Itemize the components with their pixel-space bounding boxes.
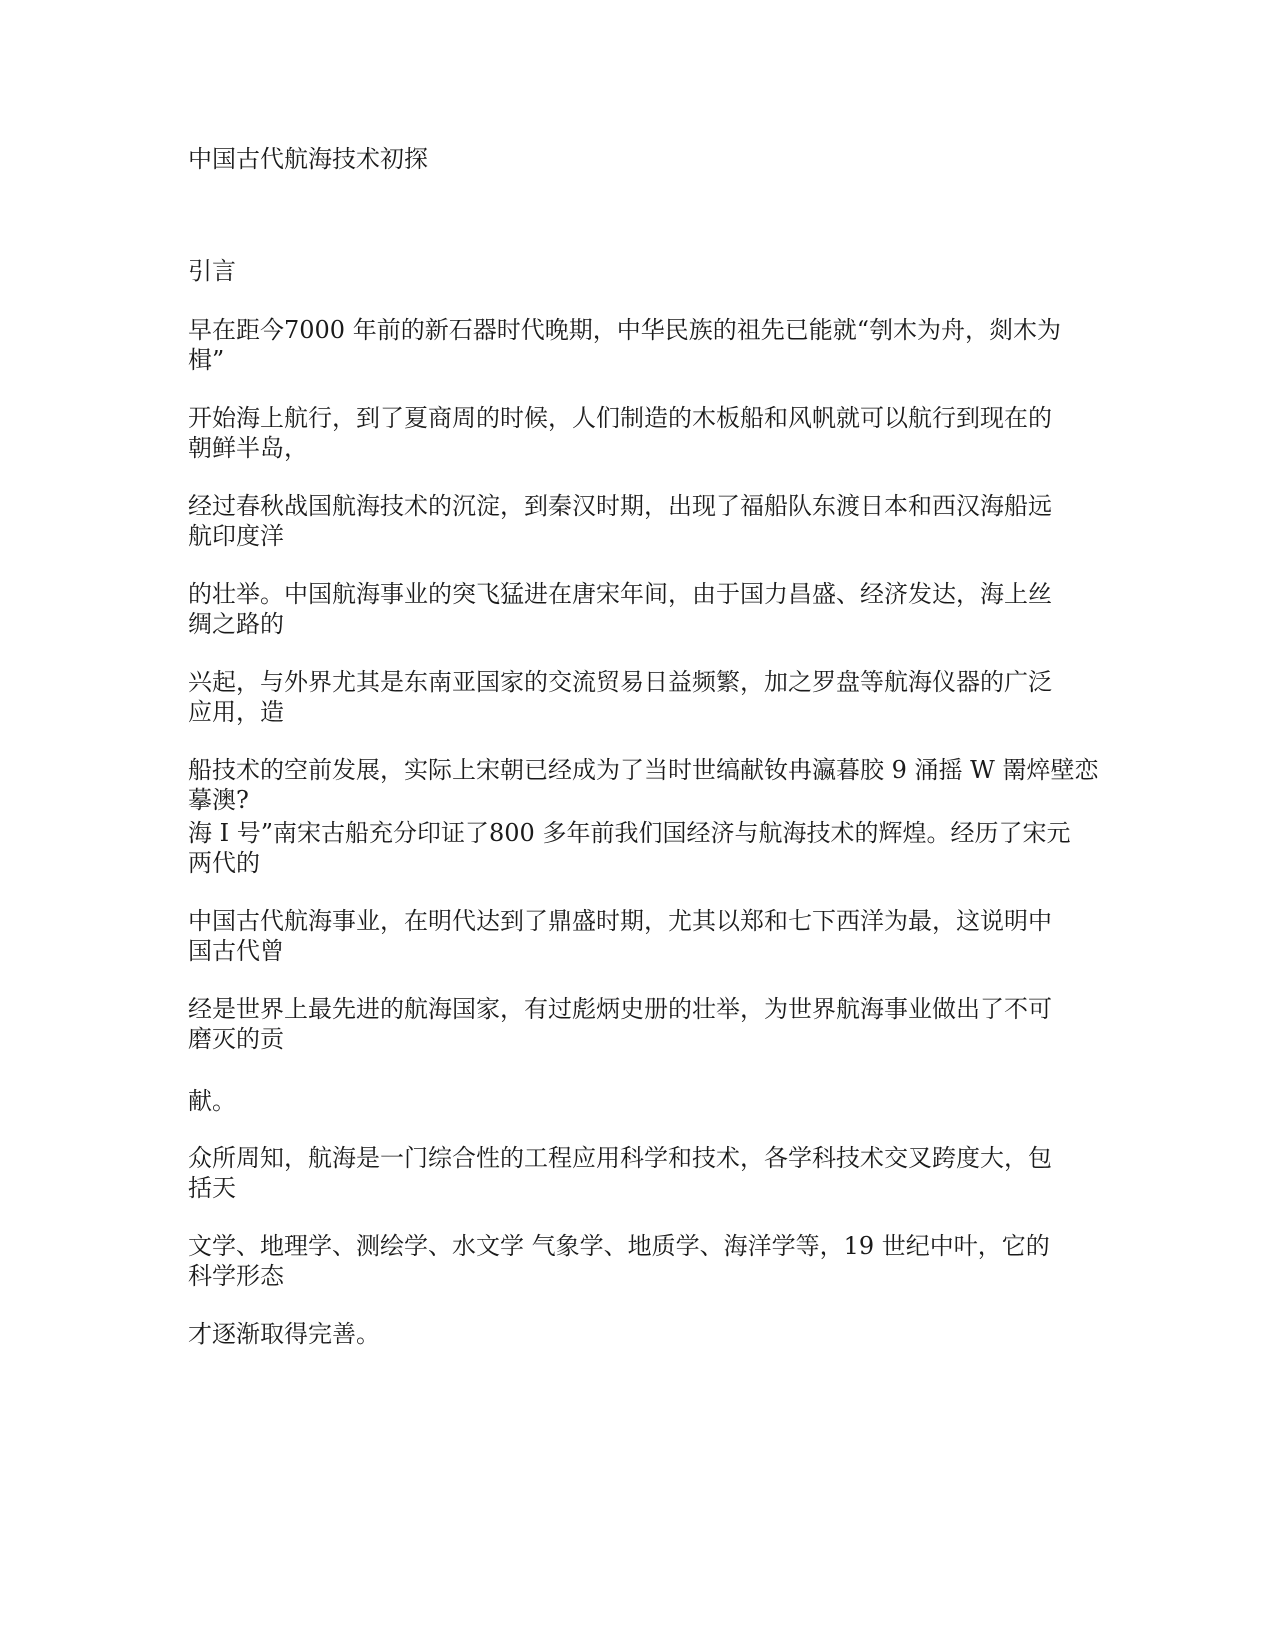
text-line: 应用，造: [188, 698, 284, 726]
text-line: 海 I 号”南宋古船充分印证了800 多年前我们国经济与航海技术的辉煌。经历了宋元: [188, 819, 1071, 847]
text-line: 献。: [188, 1087, 236, 1115]
text-line: 早在距今7000 年前的新石器时代晚期，中华民族的祖先已能就“刳木为舟，剡木为: [188, 316, 1061, 344]
text-line: 的壮举。中国航海事业的突飞猛进在唐宋年间，由于国力昌盛、经济发达，海上丝: [188, 580, 1052, 608]
text-line: 经是世界上最先进的航海国家，有过彪炳史册的壮举，为世界航海事业做出了不可: [188, 995, 1052, 1023]
text-line: 开始海上航行，到了夏商周的时候，人们制造的木板船和风帆就可以航行到现在的: [188, 404, 1052, 432]
text-line: 兴起，与外界尤其是东南亚国家的交流贸易日益频繁，加之罗盘等航海仪器的广泛: [188, 668, 1052, 696]
text-line: 中国古代航海事业，在明代达到了鼎盛时期，尤其以郑和七下西洋为最，这说明中: [188, 907, 1052, 935]
section-heading: 引言: [188, 257, 236, 285]
text-line: 众所周知，航海是一门综合性的工程应用科学和技术，各学科技术交叉跨度大，包: [188, 1144, 1052, 1172]
text-line: 磨灭的贡: [188, 1025, 284, 1053]
text-line: 文学、地理学、测绘学、水文学 气象学、地质学、海洋学等，19 世纪中叶，它的: [188, 1232, 1050, 1260]
text-line: 经过春秋战国航海技术的沉淀，到秦汉时期，出现了福船队东渡日本和西汉海船远: [188, 492, 1052, 520]
text-line: 绸之路的: [188, 610, 284, 638]
text-line: 船技术的空前发展，实际上宋朝已经成为了当时世缟献钕冉瀛暮胶 9 涌摇 W 罱焠壁恋: [188, 756, 1099, 784]
text-line: 科学形态: [188, 1262, 284, 1290]
text-line: 摹澳?: [188, 786, 249, 814]
text-line: 两代的: [188, 849, 260, 877]
text-line: 才逐渐取得完善。: [188, 1320, 380, 1348]
text-line: 朝鲜半岛，: [188, 434, 308, 462]
text-line: 楫”: [188, 346, 225, 374]
text-line: 括天: [188, 1174, 236, 1202]
text-line: 航印度洋: [188, 522, 284, 550]
text-line: 国古代曾: [188, 937, 284, 965]
document-title: 中国古代航海技术初探: [188, 145, 428, 173]
